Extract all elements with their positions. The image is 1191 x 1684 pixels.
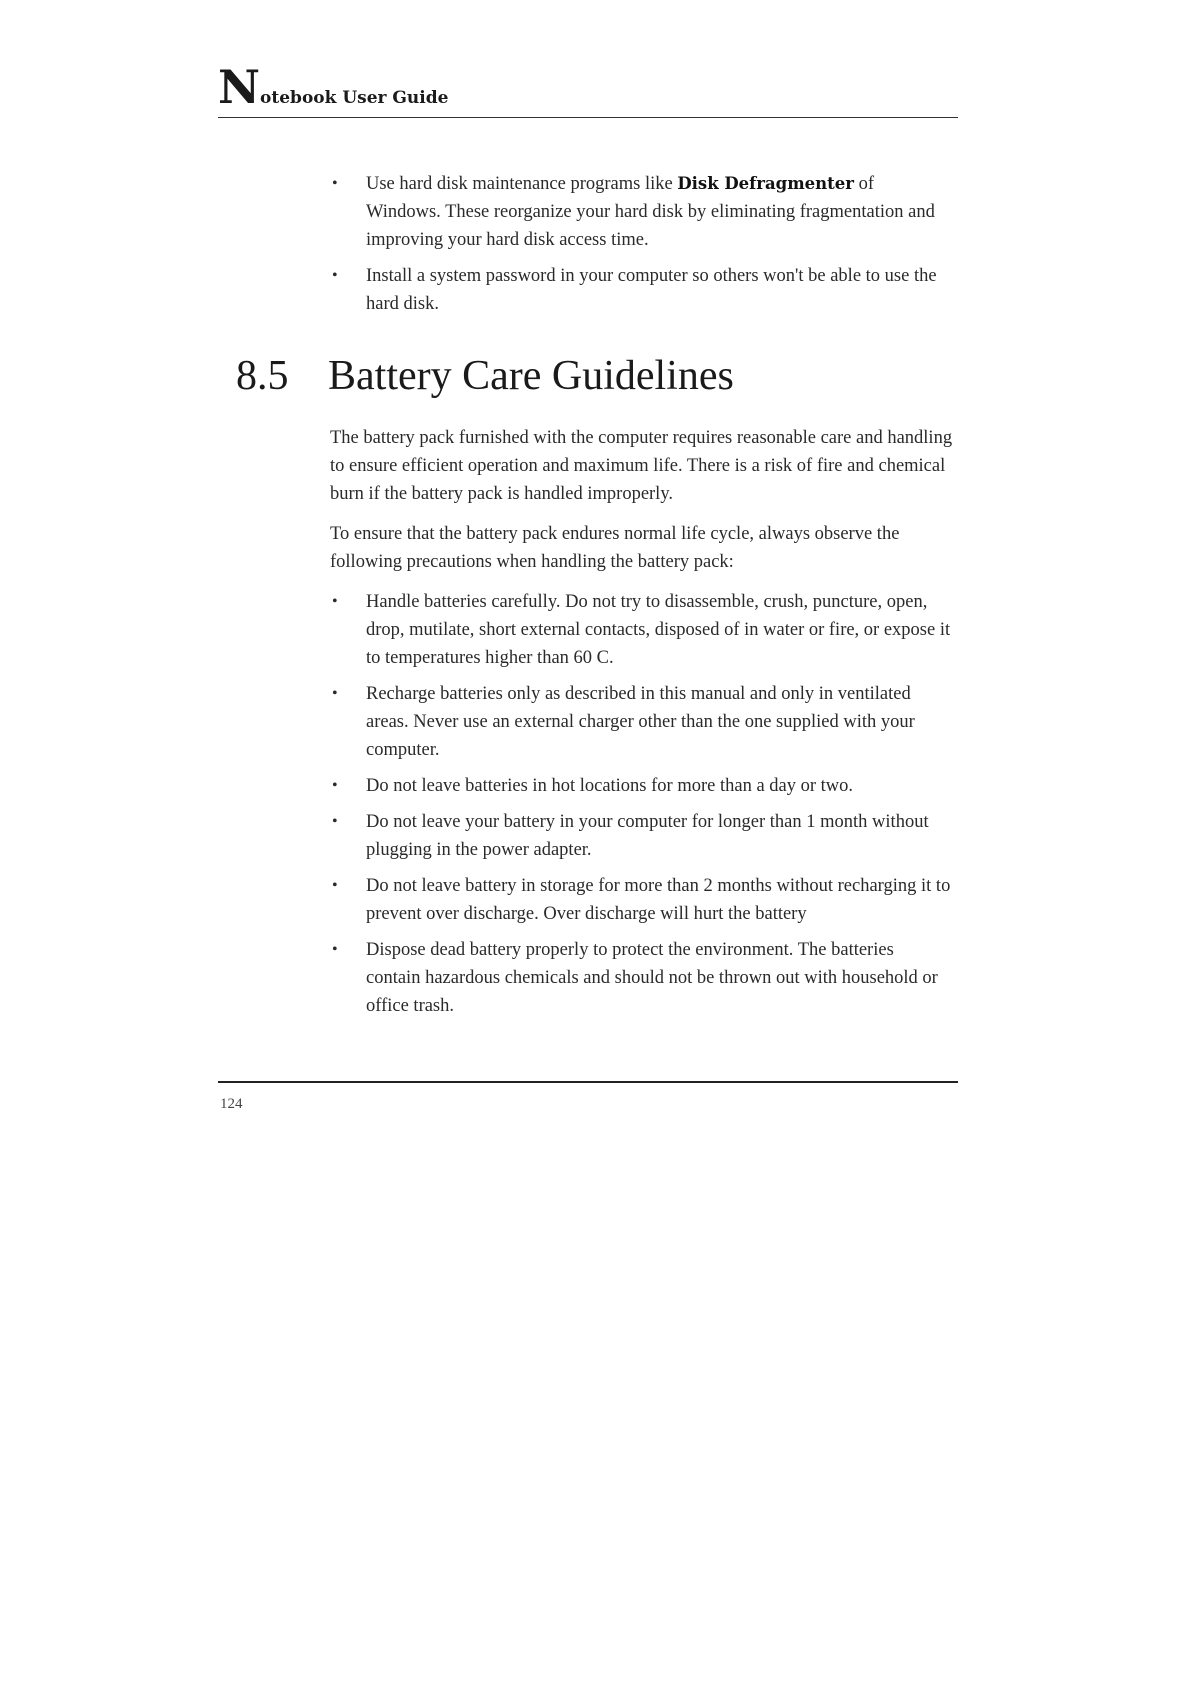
precautions-intro-paragraph: To ensure that the battery pack endures normal life cycle, always observe the following precautions when handling the battery pack: [330,524,900,572]
section-number: 8.5 [236,353,289,399]
section-heading [236,352,734,400]
list-item-text: Do not leave battery in storage for more than 2 months without recharging it to prevent over discharge. Over discharge will hurt the battery [366,876,951,924]
list-item-text: Dispose dead battery properly to protect the environment. The batteries contain hazardous chemicals and should not be thrown out with household or office trash. [366,940,938,1016]
running-title-initial: N [218,60,261,114]
list-item-text: Install a system password in your computer so others won't be able to use the hard disk. [366,266,937,314]
top-bullet-list [332,170,952,326]
list-item [332,872,952,928]
precautions-list [332,588,952,1028]
section-title: Battery Care Guidelines [328,353,734,399]
list-item [332,808,952,864]
list-item [332,170,952,254]
list-item-text: Handle batteries carefully. Do not try to disassemble, crush, puncture, open, drop, mutilate, short external contacts, disposed of in water or fire, or expose it to temperatures higher than 60 C. [366,592,951,668]
list-item-text: Do not leave your battery in your computer for longer than 1 month without plugging in the power adapter. [366,812,929,860]
list-item [332,936,952,1020]
intro-paragraph: The battery pack furnished with the computer requires reasonable care and handling to ensure efficient operation and maximum life. There is a risk of fire and chemical burn if the battery pack is handled improperly. [330,428,953,504]
list-item [332,772,952,800]
bold-term: Disk Defragmenter [677,174,854,193]
page-header [218,58,958,118]
header-divider [218,117,958,118]
list-item [332,262,952,318]
bullet-icon: • [332,267,338,284]
running-title-text: otebook User Guide [260,88,449,108]
bullet-icon: • [332,941,338,958]
page-number: 124 [220,1096,243,1112]
list-item-text: Recharge batteries only as described in this manual and only in ventilated areas. Never use an external charger other than the one supplied with your computer. [366,684,915,760]
bullet-icon: • [332,175,338,192]
footer-divider [218,1081,958,1083]
bullet-icon: • [332,685,338,702]
list-item [332,680,952,764]
bullet-icon: • [332,877,338,894]
running-title [218,60,449,114]
list-item-text: Use hard disk maintenance programs like [366,174,678,194]
bullet-icon: • [332,777,338,794]
bullet-icon: • [332,813,338,830]
bullet-icon: • [332,593,338,610]
list-item-text: Do not leave batteries in hot locations for more than a day or two. [366,776,854,796]
list-item [332,588,952,672]
list-item-text: of Windows. These reorganize your hard disk by eliminating fragmentation and improving your hard disk access time. [366,174,935,250]
